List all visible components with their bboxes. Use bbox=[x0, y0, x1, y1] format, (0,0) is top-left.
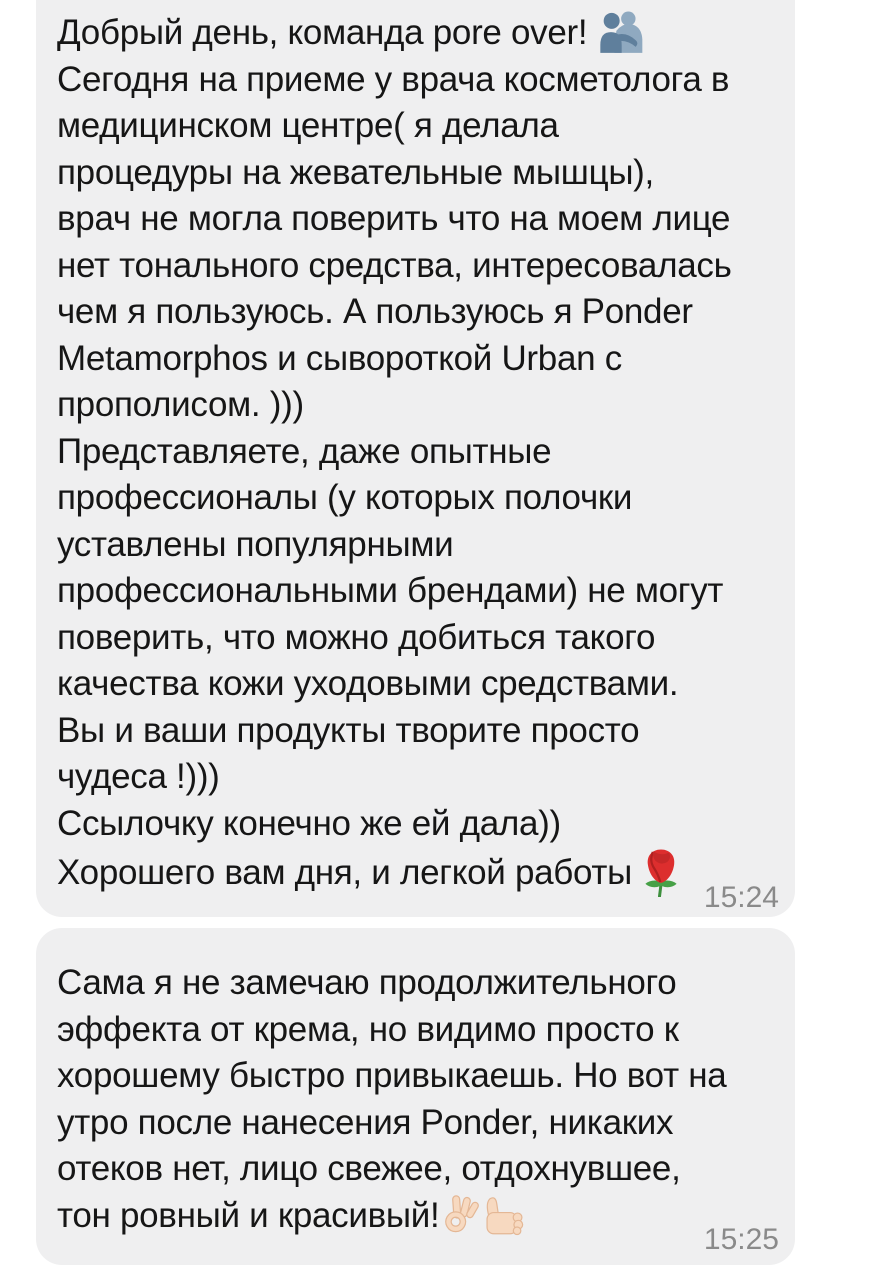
message-line: врач не могла поверить что на моем лице bbox=[57, 199, 731, 238]
message-text bbox=[57, 10, 779, 897]
message-bubble[interactable] bbox=[36, 928, 795, 1265]
message-line: хорошему быстро привыкаешь. Но вот на bbox=[57, 1056, 727, 1095]
message-line: профессионалы (у которых полочки bbox=[57, 478, 633, 517]
message-line: медицинском центре( я делала bbox=[57, 106, 559, 145]
message-line: прополисом. ))) bbox=[57, 385, 304, 424]
message-line: отеков нет, лицо свежее, отдохнувшее, bbox=[57, 1149, 681, 1188]
people-hugging-icon bbox=[597, 10, 645, 57]
message-bubble[interactable] bbox=[36, 0, 795, 917]
message-line: Metamorphos и сывороткой Urban с bbox=[57, 338, 622, 378]
message-line: Сама я не замечаю продолжительного bbox=[57, 963, 677, 1002]
message-line: нет тонального средства, интересовалась bbox=[57, 245, 732, 285]
message-line: утро после нанесения Ponder, никаких bbox=[57, 1102, 674, 1142]
ok-hand-icon bbox=[439, 1193, 481, 1240]
message-line: уставлены популярными bbox=[57, 524, 454, 564]
message-line: Ссылочку конечно же ей дала)) bbox=[57, 803, 561, 843]
message-line: Представляете, даже опытные bbox=[57, 431, 552, 471]
message-line: Добрый день, команда pore over! bbox=[57, 10, 779, 57]
message-line: эффекта от крема, но видимо просто к bbox=[57, 1009, 679, 1049]
message-timestamp: 15:24 bbox=[703, 881, 779, 914]
message-line: Сегодня на приеме у врача косметолога в bbox=[57, 59, 730, 99]
message-line: Вы и ваши продукты творите просто bbox=[57, 710, 640, 750]
message-line: тон ровный и красивый! bbox=[57, 1193, 779, 1240]
message-line: качества кожи уходовыми средствами. bbox=[57, 664, 679, 703]
rose-icon bbox=[641, 847, 681, 897]
message-line: Хорошего вам дня, и легкой работы bbox=[57, 847, 779, 897]
message-timestamp: 15:25 bbox=[703, 1223, 779, 1256]
message-line: чудеса !))) bbox=[57, 757, 220, 796]
message-text bbox=[57, 960, 779, 1239]
thumbs-up-icon bbox=[481, 1193, 527, 1240]
message-line: профессиональными брендами) не могут bbox=[57, 571, 724, 610]
message-line: чем я пользуюсь. А пользуюсь я Ponder bbox=[57, 292, 693, 331]
message-line: поверить, что можно добиться такого bbox=[57, 617, 656, 657]
message-line: процедуры на жевательные мышцы), bbox=[57, 152, 654, 192]
